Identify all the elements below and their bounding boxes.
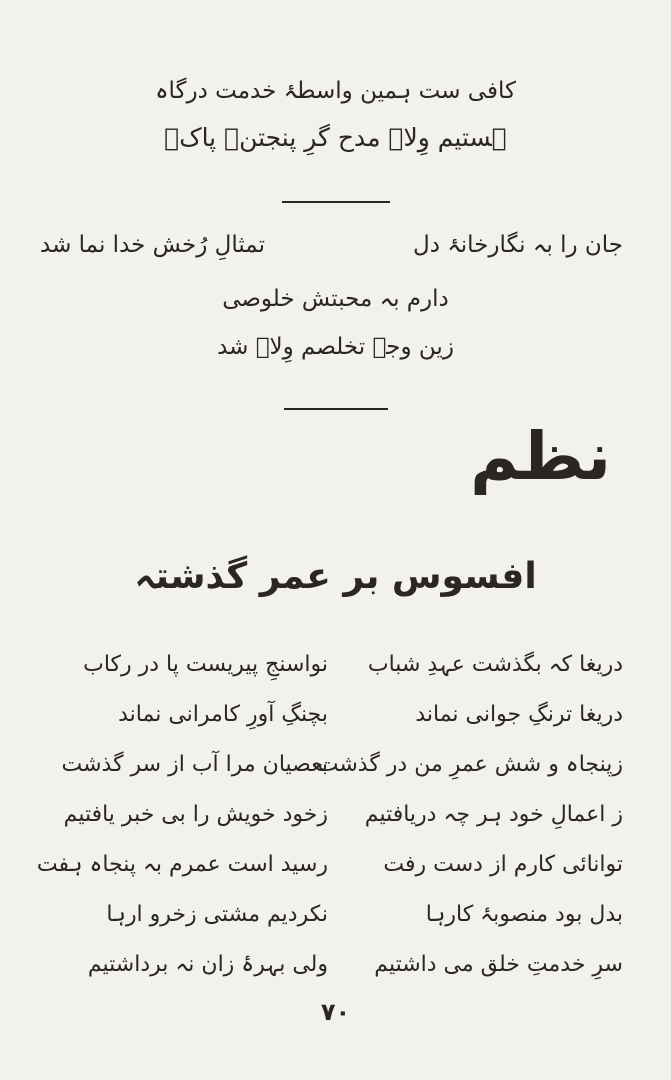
page-number: ۷۰ — [320, 998, 351, 1026]
verse-3-right: زپنجاہ و شش عمرِ من در گذشت — [317, 752, 623, 777]
divider-rule-bottom — [284, 408, 388, 410]
verse-5-left: رسید است عمرم بہ پنجاہ ہفت — [36, 852, 328, 877]
stanza-line-2: دارم بہ محبتش خلوصی — [222, 286, 449, 312]
verse-1-left: نواسنجِ پیریست پا در رکاب — [83, 652, 328, 677]
verse-3-left: بعصیان مرا آب از سر گذشت — [61, 752, 328, 777]
poem-title: افسوس بر عمر گذشتہ — [134, 556, 537, 597]
verse-4-right: ز اعمالِ خود ہر چہ دریافتیم — [364, 802, 623, 827]
verse-7-right: سرِ خدمتِ خلق می داشتیم — [374, 952, 623, 977]
stanza-line-1-left: تمثالِ رُخش خدا نما شد — [40, 232, 265, 258]
verse-6-right: بدل بود منصوبۂ کارہا — [425, 902, 623, 927]
verse-1-right: دریغا کہ بگذشت عہدِ شباب — [367, 652, 623, 677]
stanza-line-3: زین وجہ تخلصم وِلاؔ شد — [217, 334, 454, 360]
couplet-top-line-1: کافی ست ہمین واسطۂ خدمت درگاہ — [155, 78, 516, 104]
verse-2-right: دریغا ترنگِ جوانی نماند — [415, 702, 623, 727]
verse-5-right: توانائی کارم از دست رفت — [383, 852, 623, 877]
couplet-top-line-2: ہستیم وِلاؔ مدح گرِ پنجتنؒ پاکؑ — [164, 123, 507, 152]
verse-7-left: ولی بہرۂ زان نہ برداشتیم — [87, 952, 328, 977]
verse-2-left: بچنگِ آورِ کامرانی نماند — [118, 702, 328, 727]
divider-rule-top — [282, 201, 390, 203]
verse-4-left: زخود خویش را بی خبر یافتیم — [63, 802, 328, 827]
verse-6-left: نکردیم مشتی زخرو ارہا — [106, 902, 328, 927]
stanza-line-1-right: جان را بہ نگارخانۂ دل — [412, 232, 623, 258]
section-heading: نظم — [470, 418, 611, 495]
